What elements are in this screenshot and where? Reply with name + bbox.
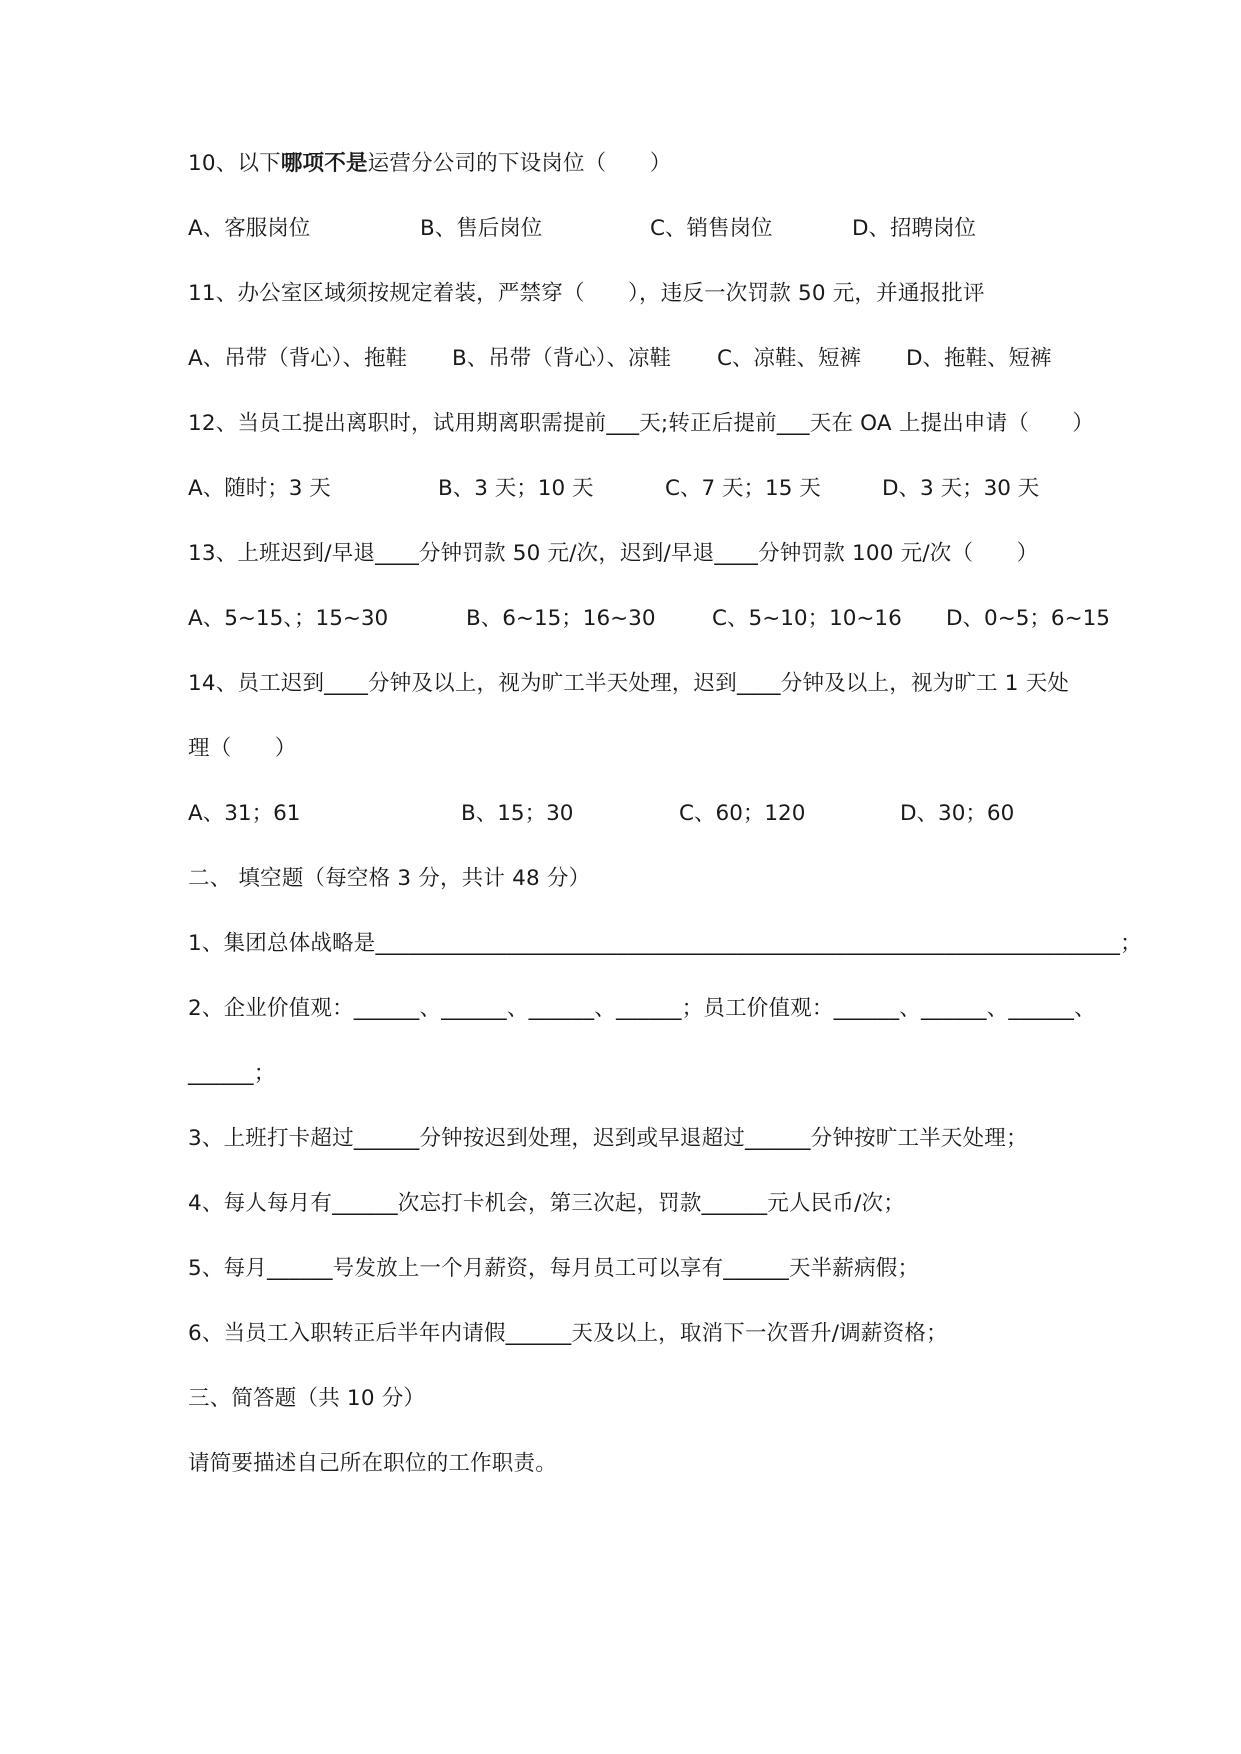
question-11: 11、办公室区域须按规定着装，严禁穿（ ），违反一次罚款 50 元，并通报批评 <box>188 281 985 306</box>
fill-item-5: 5、每月______号发放上一个月薪资，每月员工可以享有______天半薪病假； <box>188 1256 920 1281</box>
question-10-suffix: 运营分公司的下设岗位（ ） <box>367 151 672 176</box>
question-10-option-b: B、售后岗位 <box>420 216 543 241</box>
question-14-option-c: C、60；120 <box>679 801 806 826</box>
question-13-option-a: A、5~15、；15~30 <box>188 606 389 631</box>
fill-item-1: 1、集团总体战略是____________________________________________________________________； <box>188 931 1142 956</box>
question-14-option-a: A、31；61 <box>188 801 301 826</box>
question-14-line-1: 14、员工迟到____分钟及以上，视为旷工半天处理，迟到____分钟及以上，视为旷工 1 天处 <box>188 671 1070 696</box>
question-11-option-c: C、凉鞋、短裤 <box>717 346 862 371</box>
fill-item-2-continued: ______； <box>188 1061 276 1086</box>
question-11-option-b: B、吊带（背心）、凉鞋 <box>452 346 672 371</box>
question-13-option-c: C、5~10；10~16 <box>712 606 902 631</box>
question-13: 13、上班迟到/早退____分钟罚款 50 元/次，迟到/早退____分钟罚款 100 元/次（ ） <box>188 541 1039 566</box>
question-13-option-b: B、6~15；16~30 <box>466 606 656 631</box>
question-14-option-d: D、30；60 <box>900 801 1015 826</box>
question-10-option-c: C、销售岗位 <box>650 216 773 241</box>
question-14-option-b: B、15；30 <box>461 801 574 826</box>
question-10-emphasis: 哪项不是 <box>280 151 368 176</box>
question-11-option-a: A、吊带（背心）、拖鞋 <box>188 346 407 371</box>
section-3-title: 三、简答题（共 10 分） <box>188 1386 426 1411</box>
question-12: 12、当员工提出离职时，试用期离职需提前___天;转正后提前___天在 OA 上提出申请（ ） <box>188 411 1095 436</box>
question-12-option-d: D、3 天；30 天 <box>882 476 1040 501</box>
question-10-option-d: D、招聘岗位 <box>852 216 977 241</box>
question-11-option-d: D、拖鞋、短裤 <box>906 346 1052 371</box>
question-14-line-2: 理（ ） <box>188 736 297 761</box>
fill-item-3: 3、上班打卡超过______分钟按迟到处理，迟到或早退超过______分钟按旷工半天处理； <box>188 1126 1028 1151</box>
question-10 <box>188 149 671 179</box>
question-12-option-a: A、随时；3 天 <box>188 476 331 501</box>
question-12-option-c: C、7 天；15 天 <box>665 476 821 501</box>
fill-item-6: 6、当员工入职转正后半年内请假______天及以上，取消下一次晋升/调薪资格； <box>188 1321 948 1346</box>
section-2-title: 二、 填空题（每空格 3 分，共计 48 分） <box>188 866 591 891</box>
question-13-option-d: D、0~5；6~15 <box>946 606 1110 631</box>
section-3-prompt: 请简要描述自己所在职位的工作职责。 <box>188 1451 557 1476</box>
question-12-option-b: B、3 天；10 天 <box>438 476 594 501</box>
fill-item-4: 4、每人每月有______次忘打卡机会，第三次起，罚款______元人民币/次； <box>188 1191 905 1216</box>
fill-item-2: 2、企业价值观：______、______、______、______；员工价值观：______、______、______、 <box>188 996 1096 1021</box>
question-10-option-a: A、客服岗位 <box>188 216 311 241</box>
question-10-prefix: 10、以下 <box>188 151 281 176</box>
